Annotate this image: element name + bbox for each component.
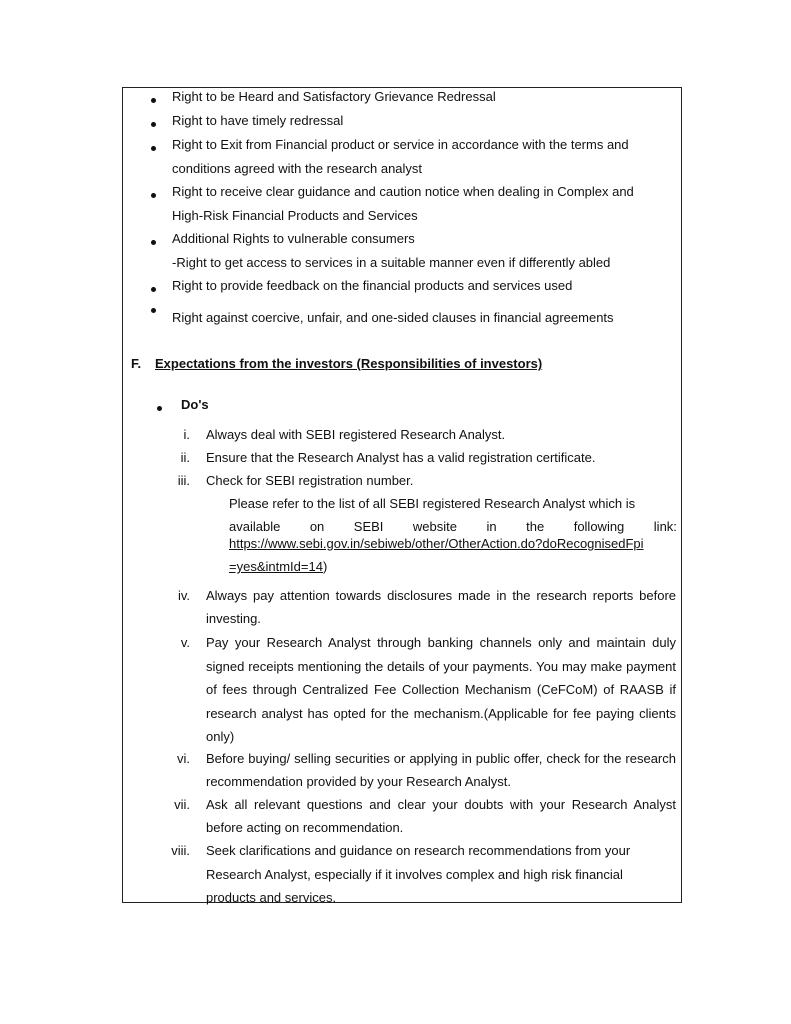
bullet-icon (157, 406, 162, 411)
do-number: iv. (177, 588, 190, 603)
right-item: Right against coercive, unfair, and one-sided clauses in financial agreements (172, 310, 614, 325)
sebi-note-line: Please refer to the list of all SEBI registered Research Analyst which is (229, 496, 636, 511)
sebi-note-word: website (412, 519, 457, 534)
bullet-icon (151, 240, 156, 245)
sebi-registry-link[interactable]: https://www.sebi.gov.in/sebiweb/other/OtherAction.do?doRecognisedFpi (229, 536, 644, 551)
sebi-note-word: SEBI (353, 519, 384, 534)
sebi-note-word: available (229, 519, 281, 534)
sebi-note-word: in (486, 519, 497, 534)
do-item: Ensure that the Research Analyst has a valid registration certificate. (206, 450, 596, 465)
sebi-note-line-spread (229, 519, 677, 535)
sebi-note-word: the (526, 519, 545, 534)
sebi-note-word: following (573, 519, 625, 534)
sebi-note-word: on (309, 519, 325, 534)
do-number: v. (180, 635, 190, 650)
do-number: ii. (180, 450, 190, 465)
right-item: Right to be Heard and Satisfactory Grievance Redressal (172, 89, 496, 104)
do-item: Check for SEBI registration number. (206, 473, 414, 488)
bullet-icon (151, 122, 156, 127)
do-number: i. (183, 427, 190, 442)
bullet-icon (151, 98, 156, 103)
do-number: vi. (177, 751, 190, 766)
right-item: Right to provide feedback on the financial products and services used (172, 278, 573, 293)
do-item: Always deal with SEBI registered Research Analyst. (206, 427, 506, 442)
sebi-registry-link-continued[interactable]: =yes&intmId=14 (229, 559, 323, 574)
bullet-icon (151, 287, 156, 292)
right-item-continued: conditions agreed with the research analyst (172, 161, 423, 176)
right-item-continued: High-Risk Financial Products and Services (172, 208, 418, 223)
do-item: Before buying/ selling securities or applying in public offer, check for the research recommendation provided by your Research Analyst. (206, 751, 676, 789)
do-item: Ask all relevant questions and clear your doubts with your Research Analyst before acting on recommendation. (206, 797, 676, 835)
right-item: Right to have timely redressal (172, 113, 344, 128)
bullet-icon (151, 193, 156, 198)
bullet-icon (151, 146, 156, 151)
right-item: Right to receive clear guidance and caution notice when dealing in Complex and (172, 184, 634, 199)
bullet-icon (151, 308, 156, 313)
right-item: Right to Exit from Financial product or service in accordance with the terms and (172, 137, 629, 152)
link-close-paren: ) (322, 559, 328, 574)
do-number: viii. (171, 843, 190, 858)
do-item: Always pay attention towards disclosures made in the research reports before investing. (206, 588, 676, 626)
do-item: Seek clarifications and guidance on research recommendations from your Research Analyst, especially if it involves complex and high risk financial products and services. (206, 843, 631, 905)
do-number: iii. (177, 473, 190, 488)
sebi-note-word: link: (653, 519, 677, 534)
right-item-subitem: -Right to get access to services in a suitable manner even if differently abled (172, 255, 611, 270)
section-letter: F. (131, 356, 142, 371)
do-number: vii. (174, 797, 190, 812)
do-item: Pay your Research Analyst through banking channels only and maintain duly signed receipts mentioning the details of your payments. You may make payment of fees through Centralized Fee Collection Mechanism (CeFCoM) of RAASB if research analyst has opted for the mechanism.(Applicable for fee paying clients only) (206, 635, 676, 744)
dos-label: Do's (181, 397, 209, 412)
right-item: Additional Rights to vulnerable consumers (172, 231, 415, 246)
section-title: Expectations from the investors (Responsibilities of investors) (155, 356, 543, 371)
